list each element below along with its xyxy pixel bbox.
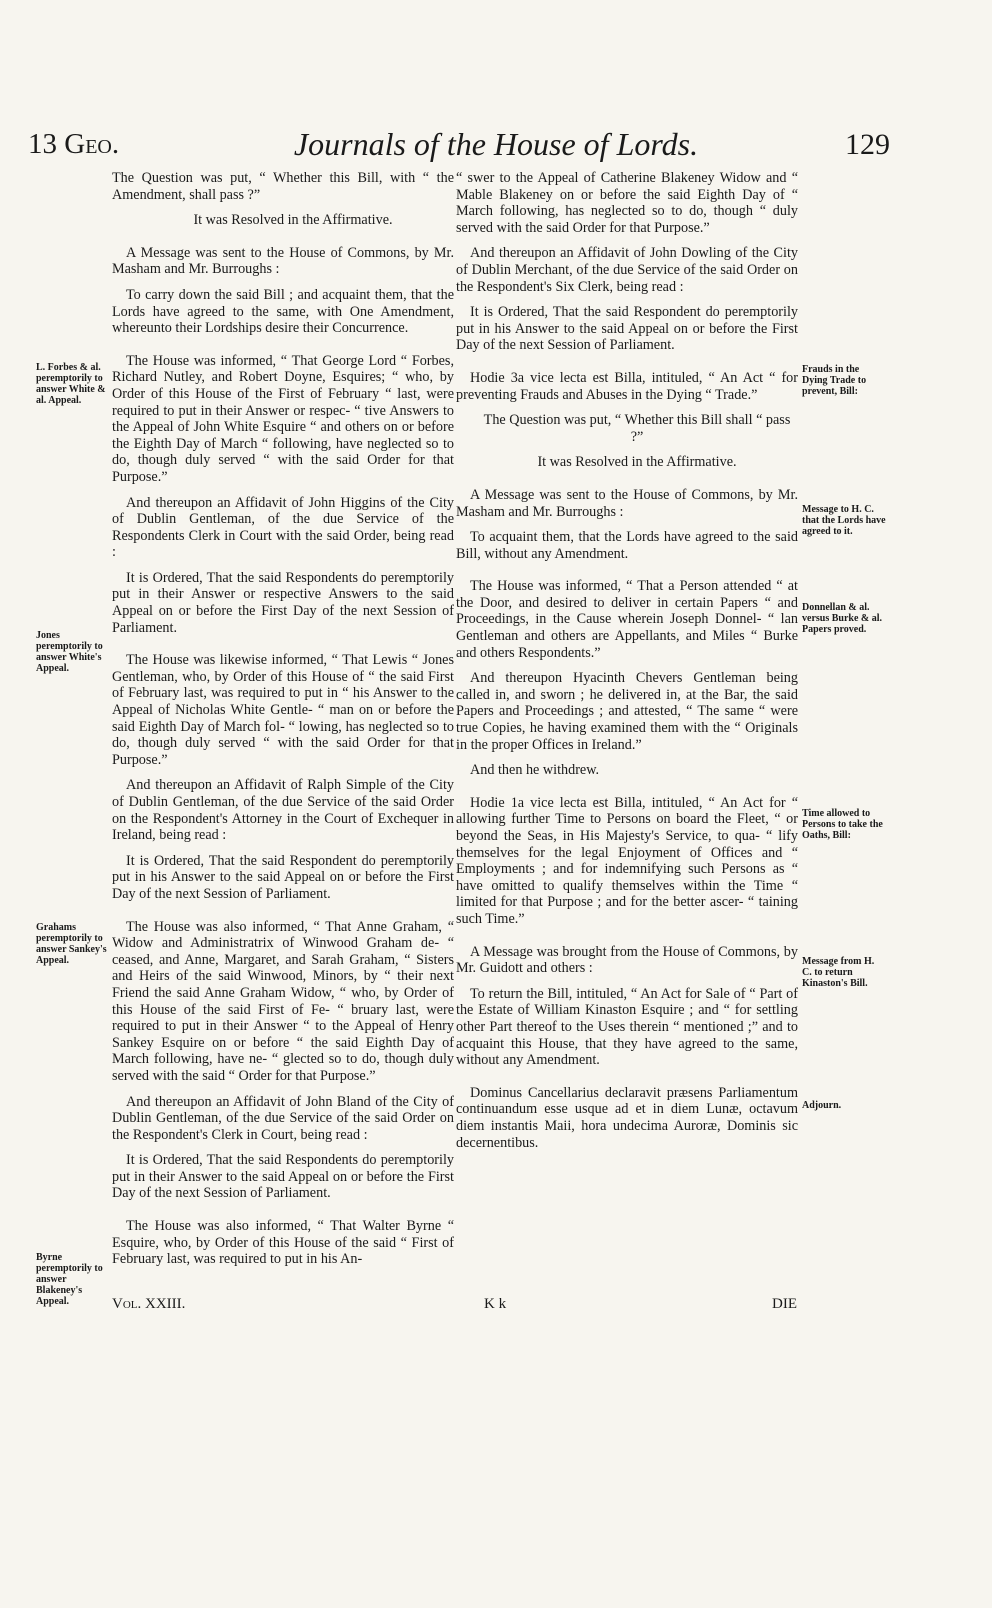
paragraph: It was Resolved in the Affirmative.: [193, 212, 393, 229]
paragraph: To return the Bill, intituled, “ An Act for Sale of “ Part of the Estate of William Kinaston Esquire ; and “ for settling other Part thereof to the Uses therein “ mentioned ;” and to acquaint this House, that they have agreed to the same, without any Amendment.: [456, 985, 798, 1069]
paragraph: A Message was sent to the House of Commons, by Mr. Masham and Mr. Burroughs :: [456, 486, 798, 520]
margin-note-frauds: Frauds in the Dying Trade to prevent, Bill:: [802, 364, 867, 397]
volume-number: Vol. XXIII.: [112, 1296, 186, 1312]
page-number: 129: [845, 128, 890, 161]
paragraph: And thereupon an Affidavit of Ralph Simple of the City of Dublin Gentleman, of the due Service of the said Order on the Respondent's Attorney in the Court of Exchequer in Ireland, being read :: [112, 777, 454, 844]
margin-note-jones: Jones peremptorily to answer White's Appeal.: [36, 630, 103, 674]
margin-note-donnellan: Donnellan & al. versus Burke & al. Papers proved.: [802, 602, 882, 635]
paragraph: The House was informed, “ That George Lord “ Forbes, Richard Nutley, and Robert Doyne, Esquires; “ who, by Order of this House of the First of February “ last, were required to put in their Answer or respec- “ tive Answers to the Appeal of John White Esquire “ and others on or before the Eighth Day of March “ following, have neglected so to do, though duly served “ with the said Order for that Purpose.”: [112, 352, 454, 485]
margin-note-message-from: Message from H. C. to return Kinaston's Bill.: [802, 956, 875, 989]
paragraph: To acquaint them, that the Lords have agreed to the said Bill, without any Amendment.: [456, 529, 798, 562]
paragraph: A Message was brought from the House of Commons, by Mr. Guidott and others :: [456, 943, 798, 977]
paragraph: “ swer to the Appeal of Catherine Blakeney Widow and “ Mable Blakeney on or before the said Eighth Day of “ March following, has neglected so to do, though “ duly served with the said Order for that Purpose.”: [456, 170, 798, 236]
paragraph: Hodie 3a vice lecta est Billa, intituled, “ An Act “ for preventing Frauds and Abuses in the Dying “ Trade.”: [456, 369, 798, 403]
paragraph: And thereupon an Affidavit of John Higgins of the City of Dublin Gentleman, of the due Service of the Respondents Clerk in Court with the said Order, being read :: [112, 494, 454, 561]
paragraph: The House was likewise informed, “ That Lewis “ Jones Gentleman, who, by Order of this House of “ the said First of February last, was required to put in “ his Answer to the Appeal of Nicholas White Gentle- “ man on or before the said Eighth Day of March fol- “ lowing, has neglected so to do, though duly served “ with the said Order for that Purpose.”: [112, 652, 454, 768]
paragraph: It is Ordered, That the said Respondent do peremptorily put in his Answer to the said Appeal on or before the First Day of the next Session of Parliament.: [112, 852, 454, 902]
signature-mark: K k: [484, 1296, 507, 1312]
margin-note-message-hc: Message to H. C. that the Lords have agreed to it.: [802, 504, 886, 537]
paragraph: The House was also informed, “ That Anne Graham, “ Widow and Administratrix of Winwood Graham de- “ ceased, and Anne, Margaret, and Sarah Graham, “ Sisters and Heirs of the said Winwood, Minors, by “ their next Friend the said Anne Graham Widow, “ who, by Order of this House of the said First of Fe- “ bruary last, were required to put in their Answer “ to the Appeal of Henry Sankey Esquire on or before “ the said Eighth Day of March following, have ne- “ glected so to do, though duly served with the said “ Order for that Purpose.”: [112, 918, 454, 1084]
paragraph: It is Ordered, That the said Respondent do peremptorily put in his Answer to the said Appeal on or before the First Day of the next Session of Parliament.: [456, 304, 798, 354]
running-head-regnal-year: 13 Geo.: [28, 128, 120, 160]
margin-note-grahams: Grahams peremptorily to answer Sankey's Appeal.: [36, 922, 107, 966]
paragraph: Hodie 1a vice lecta est Billa, intituled, “ An Act for “ allowing further Time to Persons on board the Fleet, “ or beyond the Seas, in His Majesty's Service, to qua- “ lify themselves for the legal Enjoyment of Offices and “ Employments ; and for indemnifying such Persons as “ have omitted to qualify themselves within the Time “ limited for that Purpose ; and for the better ascer- “ taining such Time.”: [456, 794, 798, 927]
margin-note-byrne: Byrne peremptorily to answer Blakeney's Appeal.: [36, 1252, 103, 1307]
catchword: DIE: [772, 1296, 797, 1312]
paragraph: And then he withdrew.: [470, 762, 600, 779]
paragraph: The House was also informed, “ That Walter Byrne “ Esquire, who, by Order of this House of the said “ First of February last, was required to put in his An-: [112, 1218, 454, 1268]
paragraph: It is Ordered, That the said Respondents do peremptorily put in their Answer or respective Answers to the said Appeal on or before the First Day of the next Session of Parliament.: [112, 569, 454, 636]
paragraph: A Message was sent to the House of Commons, by Mr. Masham and Mr. Burroughs :: [112, 244, 454, 278]
paragraph: To carry down the said Bill ; and acquaint them, that the Lords have agreed to the same, with One Amendment, whereunto their Lordships desire their Concurrence.: [112, 286, 454, 337]
running-head-title: Journals of the House of Lords.: [293, 126, 699, 162]
paragraph: The Question was put, “ Whether this Bill, with “ the Amendment, shall pass ?”: [112, 170, 454, 203]
paragraph: It was Resolved in the Affirmative.: [537, 454, 737, 471]
margin-note-forbes: L. Forbes & al. peremptorily to answer White & al. Appeal.: [36, 362, 106, 406]
paragraph: The House was informed, “ That a Person attended “ at the Door, and desired to deliver in certain Papers “ and Proceedings, in the Cause wherein Joseph Donnel- “ lan Gentleman and others are Appellants, and Miles “ Burke and others Respondents.”: [456, 578, 798, 661]
left-column: [112, 170, 454, 1277]
paragraph: Dominus Cancellarius declaravit præsens Parliamentum continuandum esse usque ad et in diem Lunæ, octavum diem instantis Maii, hora undecima Auroræ, Dominis sic decernentibus.: [456, 1084, 798, 1151]
right-column: [456, 170, 798, 1160]
paragraph: And thereupon Hyacinth Chevers Gentleman being called in, and sworn ; he delivered in, at the Bar, the said Papers and Proceedings ; and attested, “ The same “ were true Copies, he having examined them with the “ Originals in the proper Offices in Ireland.”: [456, 670, 798, 753]
margin-note-adjourn: Adjourn.: [802, 1100, 842, 1111]
paragraph: And thereupon an Affidavit of John Bland of the City of Dublin Gentleman, of the due Service of the said Order on the Respondent's Clerk in Court, being read :: [112, 1093, 454, 1143]
paragraph: And thereupon an Affidavit of John Dowling of the City of Dublin Merchant, of the due Service of the said Order on the Respondent's Six Clerk, being read :: [456, 245, 798, 295]
margin-note-time-allowed: Time allowed to Persons to take the Oaths, Bill:: [802, 808, 883, 841]
paragraph: The Question was put, “ Whether this Bill shall “ pass ?”: [483, 412, 791, 445]
paragraph: It is Ordered, That the said Respondents do peremptorily put in their Answer to the said Appeal on or before the First Day of the next Session of Parliament.: [112, 1152, 454, 1202]
